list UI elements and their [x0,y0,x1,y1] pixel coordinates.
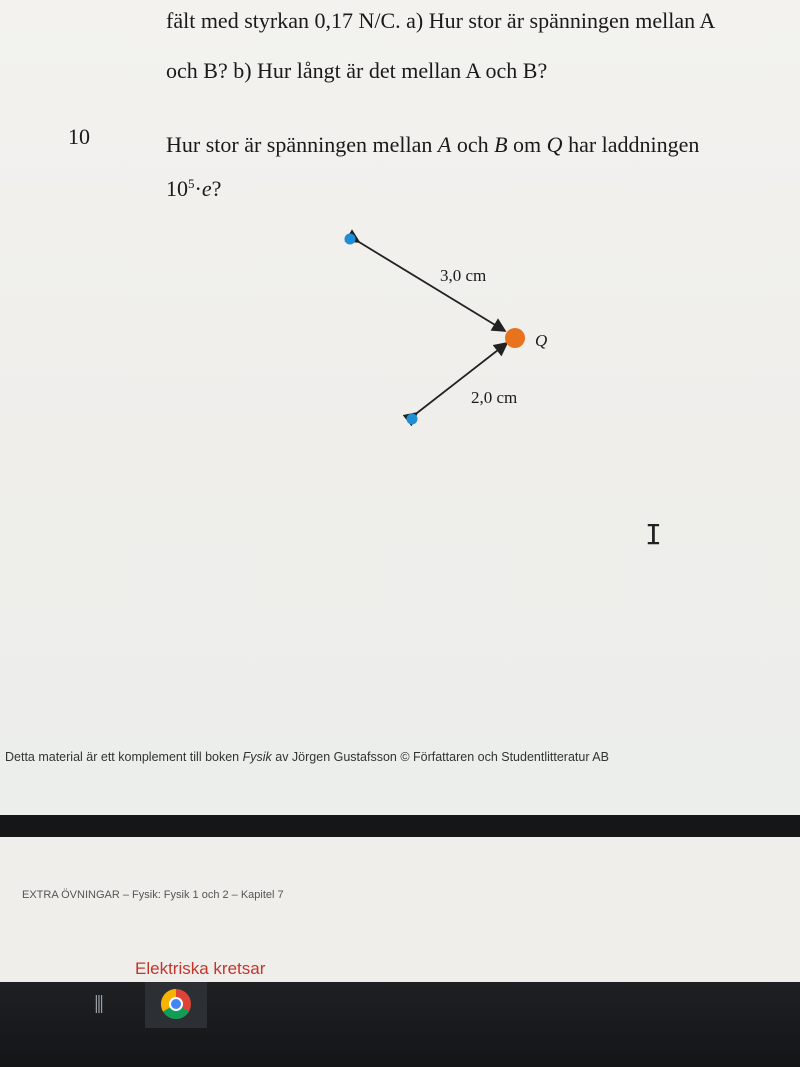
charge-q [505,328,525,348]
chrome-taskbar-button[interactable] [145,982,207,1028]
distance-label-lower: 2,0 cm [471,388,518,407]
text-cursor-icon: I [645,518,662,551]
field-diagram [0,0,800,500]
chapter-title: Elektriska kretsar [135,959,266,978]
charge-label: Q [535,331,548,350]
question-number: 10 [68,124,90,149]
distance-label-upper: 3,0 cm [440,266,487,285]
page-divider [0,815,800,837]
question-9-line-2: och B? b) Hur långt är det mellan A och B? [166,58,548,83]
next-page [0,837,800,982]
running-header: EXTRA ÖVNINGAR – Fysik: Fysik 1 och 2 – Kapitel 7 [22,889,284,901]
question-10-line-1: Hur stor är spänningen mellan A och B om Q har laddningen [166,132,700,157]
point-b [407,414,418,425]
question-9-line-1: fält med styrkan 0,17 N/C. a) Hur stor är spänningen mellan A [166,8,716,33]
distance-arrow-upper [359,242,505,331]
task-view-icon[interactable]: ⫼ [94,992,104,1016]
point-a [345,234,356,245]
question-10-line-2: $10^5\cdot e$? [166,176,222,201]
taskbar [0,982,800,1067]
chrome-icon [145,982,207,1028]
copyright-footer: Detta material är ett komplement till boken Fysik av Jörgen Gustafsson © Författaren och Studentlitteratur AB [5,750,609,764]
